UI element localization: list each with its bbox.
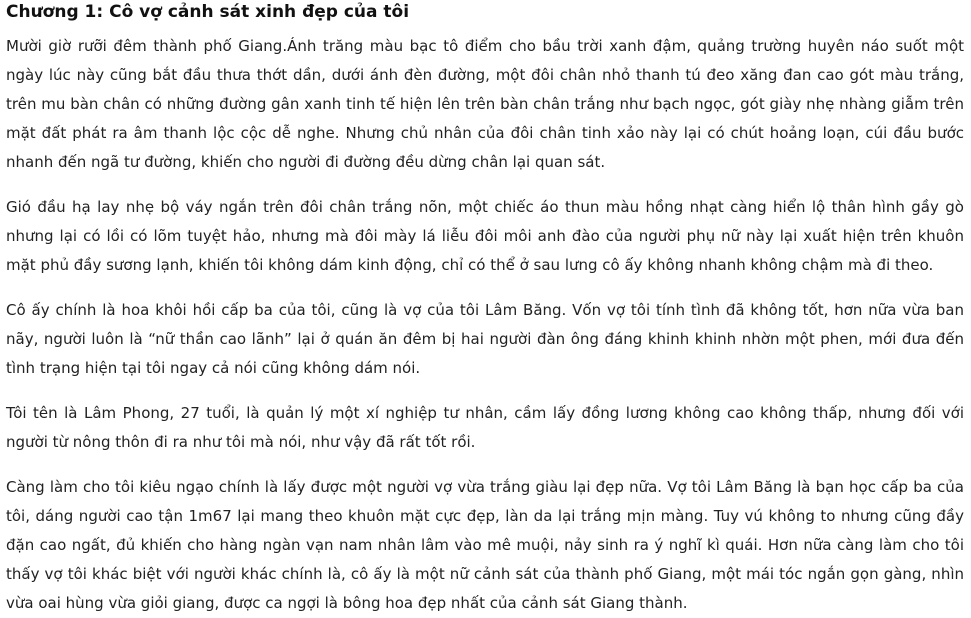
chapter-title: Chương 1: Cô vợ cảnh sát xinh đẹp của tôi xyxy=(6,2,410,22)
story-paragraph-4: Tôi tên là Lâm Phong, 27 tuổi, là quản lý một xí nghiệp tư nhân, cầm lấy đồng lương không cao không thấp, nhưng đối với người từ nông thôn đi ra như tôi mà nói, như vậy đã rất tốt rồi. xyxy=(6,404,964,451)
story-paragraph-5: Càng làm cho tôi kiêu ngạo chính là lấy được một người vợ vừa trắng giàu lại đẹp nữa. Vợ tôi Lâm Băng là bạn học cấp ba của tôi, dáng người cao tận 1m67 lại mang theo khuôn mặt cực đẹp, làn da lại trắng mịn màng. Tuy vú không to nhưng cũng đầy đặn cao ngất, đủ khiến cho hàng ngàn vạn nam nhân lâm vào mê muội, nảy sinh ra ý nghĩ kì quái. Hơn nữa càng làm cho tôi thấy vợ tôi khác biệt với người khác chính là, cô ấy là một nữ cảnh sát của thành phố Giang, một mái tóc ngắn gọn gàng, nhìn vừa oai hùng vừa giỏi giang, được ca ngợi là bông hoa đẹp nhất của cảnh sát Giang thành. xyxy=(6,478,964,612)
story-paragraph-2: Gió đầu hạ lay nhẹ bộ váy ngắn trên đôi chân trắng nõn, một chiếc áo thun màu hồng nhạt càng hiển lộ thân hình gầy gò nhưng lại có lồi có lõm tuyệt hảo, nhưng mà đôi mày lá liễu đôi môi anh đào của người phụ nữ này lại xuất hiện trên khuôn mặt phủ đầy sương lạnh, khiến tôi không dám kinh động, chỉ có thể ở sau lưng cô ấy không nhanh không chậm mà đi theo. xyxy=(6,198,964,274)
story-paragraph-3: Cô ấy chính là hoa khôi hồi cấp ba của tôi, cũng là vợ của tôi Lâm Băng. Vốn vợ tôi tính tình đã không tốt, hơn nữa vừa ban nãy, người luôn là “nữ thần cao lãnh” lại ở quán ăn đêm bị hai người đàn ông đáng khinh khinh nhờn một phen, mới đưa đến tình trạng hiện tại tôi ngay cả nói cũng không dám nói. xyxy=(6,301,964,377)
story-paragraph-1: Mười giờ rưỡi đêm thành phố Giang.Ánh trăng màu bạc tô điểm cho bầu trời xanh đậm, quảng trường huyên náo suốt một ngày lúc này cũng bắt đầu thưa thớt dần, dưới ánh đèn đường, một đôi chân nhỏ thanh tú đeo xăng đan cao gót màu trắng, trên mu bàn chân có những đường gân xanh tinh tế hiện lên trên bàn chân trắng như bạch ngọc, gót giày nhẹ nhàng giẫm trên mặt đất phát ra âm thanh lộc cộc dễ nghe. Nhưng chủ nhân của đôi chân tinh xảo này lại có chút hoảng loạn, cúi đầu bước nhanh đến ngã tư đường, khiến cho người đi đường đều dừng chân lại quan sát. xyxy=(6,37,964,171)
